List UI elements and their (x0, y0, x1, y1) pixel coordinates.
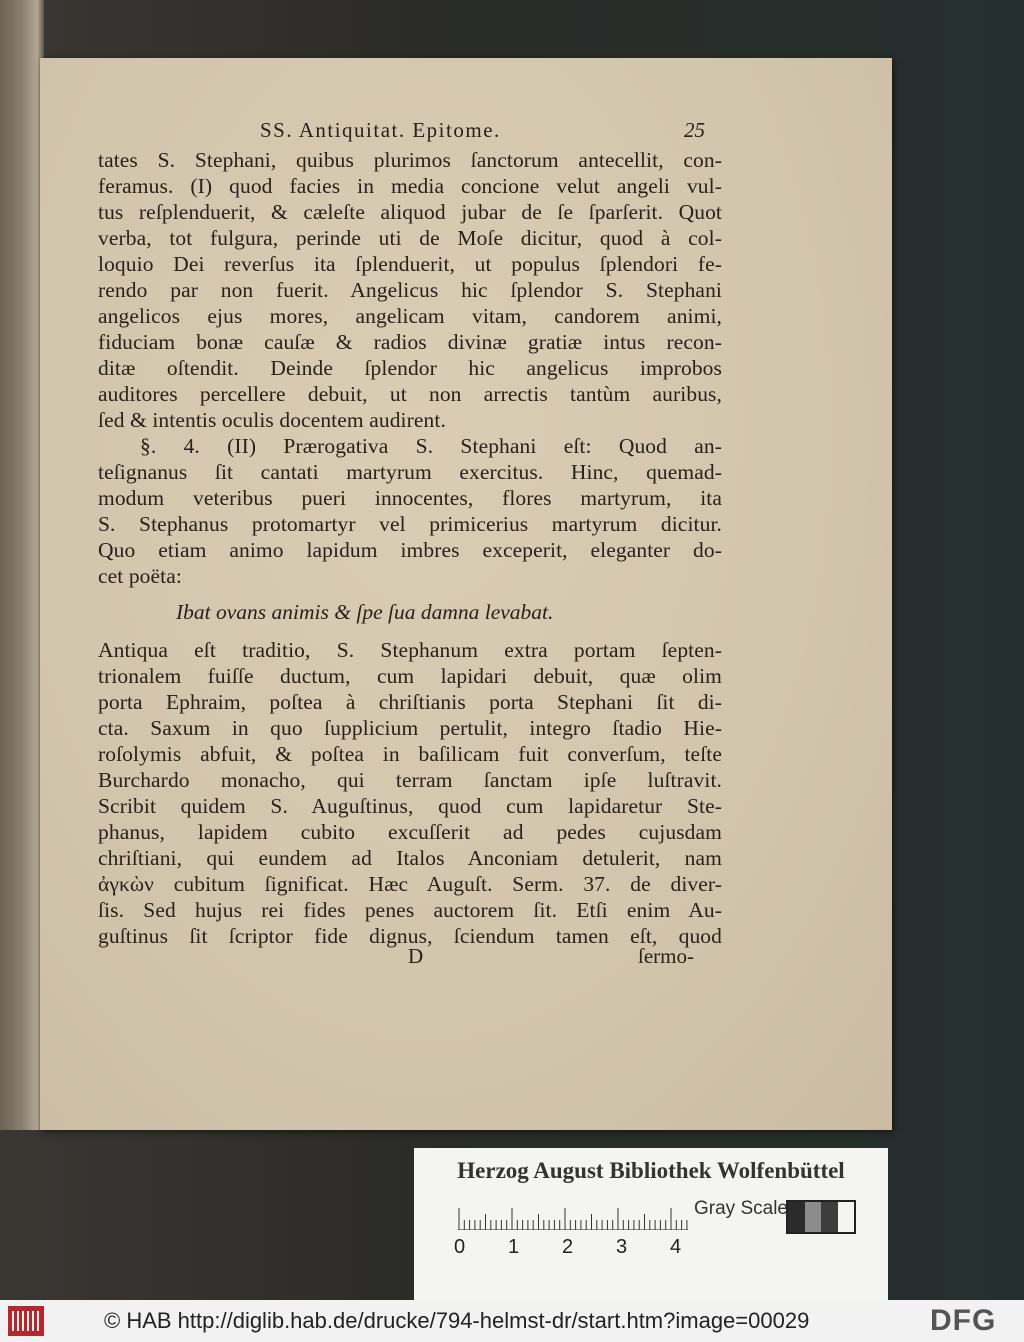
text-line: auditores percellere debuit, ut non arrectis tantùm auribus, (98, 382, 722, 406)
text-line: cet poëta: (98, 564, 182, 588)
text-line: porta Ephraim, poſtea à chriſtianis porta Stephani ſit di- (98, 690, 722, 714)
text-line: tates S. Stephani, quibus plurimos ſanctorum antecellit, con- (98, 148, 722, 172)
ruler-number: 0 (454, 1236, 466, 1258)
running-head: SS. Antiquitat. Epitome. (260, 118, 501, 142)
dfg-logo: DFG (930, 1304, 997, 1337)
text-line: cta. Saxum in quo ſupplicium pertulit, integro ſtadio Hie- (98, 716, 722, 740)
page-number: 25 (684, 118, 705, 142)
ruler-number: 4 (670, 1236, 682, 1258)
text-line: guſtinus ſit ſcriptor fide dignus, ſciendum tamen eſt, quod (98, 924, 722, 948)
ruler-number: 3 (616, 1236, 628, 1258)
ruler-number: 2 (562, 1236, 574, 1258)
text-line: loquio Dei reverſus ita ſplenduerit, ut populus ſplendori fe- (98, 252, 722, 276)
left-page-edge (0, 0, 44, 1130)
text-line: angelicos ejus mores, angelicam vitam, candorem animi, (98, 304, 722, 328)
gray-swatch (788, 1202, 805, 1232)
text-line: phanus, lapidem cubito excuſſerit ad pedes cujusdam (98, 820, 722, 844)
color-calibration-label (414, 1148, 888, 1300)
text-line: verba, tot fulgura, perinde uti de Moſe dicitur, quod à col- (98, 226, 722, 250)
text-line: §. 4. (II) Prærogativa S. Stephani eſt: Quod an- (140, 434, 722, 458)
text-line: ditæ oſtendit. Deinde ſplendor hic angelicus improbos (98, 356, 722, 380)
gray-swatch (821, 1202, 838, 1232)
text-line: Burchardo monacho, qui terram ſanctam ipſe luſtravit. (98, 768, 722, 792)
signature-mark: D (408, 944, 424, 968)
footer-bar (0, 1300, 1024, 1342)
text-line: Scribit quidem S. Auguſtinus, quod cum lapidaretur Ste- (98, 794, 722, 818)
ruler (458, 1200, 688, 1230)
text-line: Antiqua eſt traditio, S. Stephanum extra portam ſepten- (98, 638, 722, 662)
gray-swatch (805, 1202, 822, 1232)
verse-quotation: Ibat ovans animis & ſpe ſua damna levabat. (176, 600, 554, 624)
text-line: fiduciam bonæ cauſæ & radios divinæ gratiæ intus recon- (98, 330, 722, 354)
gray-swatch (838, 1202, 855, 1232)
text-line: teſignanus ſit cantati martyrum exercitus. Hinc, quemad- (98, 460, 722, 484)
copyright-url: © HAB http://diglib.hab.de/drucke/794-helmst-dr/start.htm?image=00029 (104, 1308, 810, 1333)
catchword: ſermo- (638, 944, 694, 968)
text-line: modum veteribus pueri innocentes, flores martyrum, ita (98, 486, 722, 510)
library-name: Herzog August Bibliothek Wolfenbüttel (457, 1158, 845, 1183)
text-line: feramus. (I) quod facies in media concione velut angeli vul- (98, 174, 722, 198)
text-line: S. Stephanus protomartyr vel primicerius martyrum dicitur. (98, 512, 722, 536)
text-line: ἀγκὼν cubitum ſignificat. Hæc Auguſt. Serm. 37. de diver- (98, 872, 722, 896)
hab-logo-icon (8, 1306, 44, 1336)
text-line: trionalem fuiſſe ductum, cum lapidari debuit, quæ olim (98, 664, 722, 688)
text-line: roſolymis abfuit, & poſtea in baſilicam fuit converſum, teſte (98, 742, 722, 766)
text-line: Quo etiam animo lapidum imbres exceperit, eleganter do- (98, 538, 722, 562)
ruler-number: 1 (508, 1236, 520, 1258)
text-line: ſed & intentis oculis docentem audirent. (98, 408, 446, 432)
text-line: rendo par non fuerit. Angelicus hic ſplendor S. Stephani (98, 278, 722, 302)
text-line: chriſtiani, qui eundem ad Italos Anconiam detulerit, nam (98, 846, 722, 870)
gray-scale-swatches (786, 1200, 856, 1234)
text-line: ſis. Sed hujus rei fides penes auctorem ſit. Etſi enim Au- (98, 898, 722, 922)
text-line: tus reſplenduerit, & cæleſte aliquod jubar de ſe ſparſerit. Quot (98, 200, 722, 224)
gray-scale-label: Gray Scale (694, 1198, 788, 1219)
book-page (40, 58, 892, 1130)
